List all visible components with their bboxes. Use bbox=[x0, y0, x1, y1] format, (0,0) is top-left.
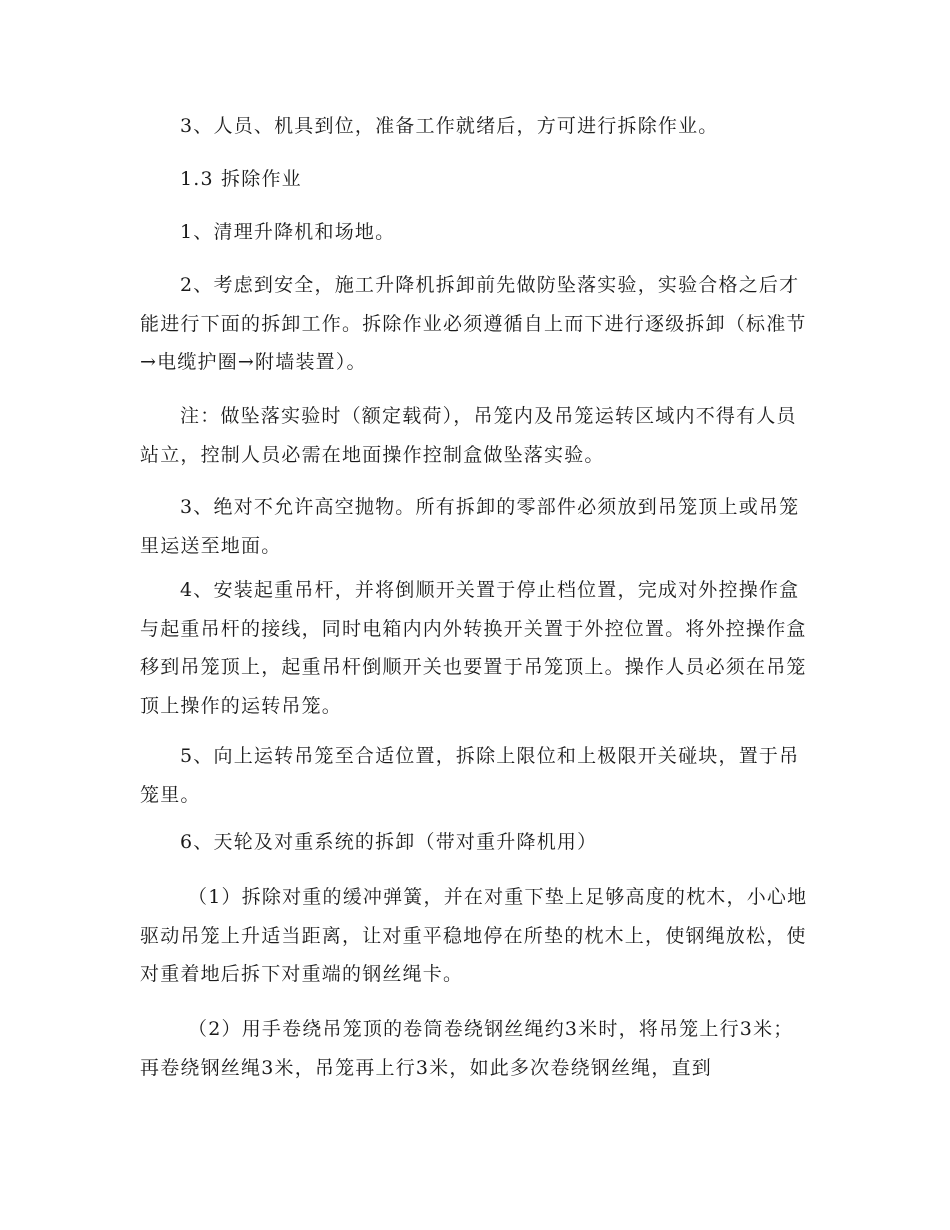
paragraph-clean-site: 1、清理升降机和场地。 bbox=[180, 221, 396, 243]
paragraph-fall-test: 2、考虑到安全，施工升降机拆卸前先做防坠落实验，实验合格之后才能进行下面的拆卸工作。拆除作业必须遵循自上而下进行逐级拆卸（标准节→电缆护圈→附墙装置）。 bbox=[140, 274, 807, 373]
paragraph-install-boom: 4、安装起重吊杆，并将倒顺开关置于停止档位置，完成对外控操作盒与起重吊杆的接线，同时电箱内内外转换开关置于外控位置。将外控操作盒移到吊笼顶上，起重吊杆倒顺开关也要置于吊笼顶上。操作人员必须在吊笼顶上操作的运转吊笼。 bbox=[140, 579, 807, 717]
paragraph-counterweight-heading: 6、天轮及对重系统的拆卸（带对重升降机用） bbox=[180, 831, 598, 853]
paragraph-step-1: （1）拆除对重的缓冲弹簧，并在对重下垫上足够高度的枕木，小心地驱动吊笼上升适当距离，让对重平稳地停在所垫的枕木上，使钢绳放松，使对重着地后拆下对重端的钢丝绳卡。 bbox=[140, 886, 808, 985]
section-heading-dismantling: 1.3 拆除作业 bbox=[180, 168, 302, 190]
paragraph-preparation-ready: 3、人员、机具到位，准备工作就绪后，方可进行拆除作业。 bbox=[180, 115, 719, 137]
paragraph-step-2: （2）用手卷绕吊笼顶的卷筒卷绕钢丝绳约3米时，将吊笼上行3米；再卷绕钢丝绳3米，吊笼再上行3米，如此多次卷绕钢丝绳，直到 bbox=[140, 1018, 794, 1079]
paragraph-note: 注：做坠落实验时（额定载荷），吊笼内及吊笼运转区域内不得有人员站立，控制人员必需在地面操作控制盒做坠落实验。 bbox=[140, 405, 797, 466]
paragraph-no-throwing: 3、绝对不允许高空抛物。所有拆卸的零部件必须放到吊笼顶上或吊笼里运送至地面。 bbox=[140, 496, 800, 557]
paragraph-remove-limit: 5、向上运转吊笼至合适位置，拆除上限位和上极限开关碰块，置于吊笼里。 bbox=[140, 745, 800, 806]
